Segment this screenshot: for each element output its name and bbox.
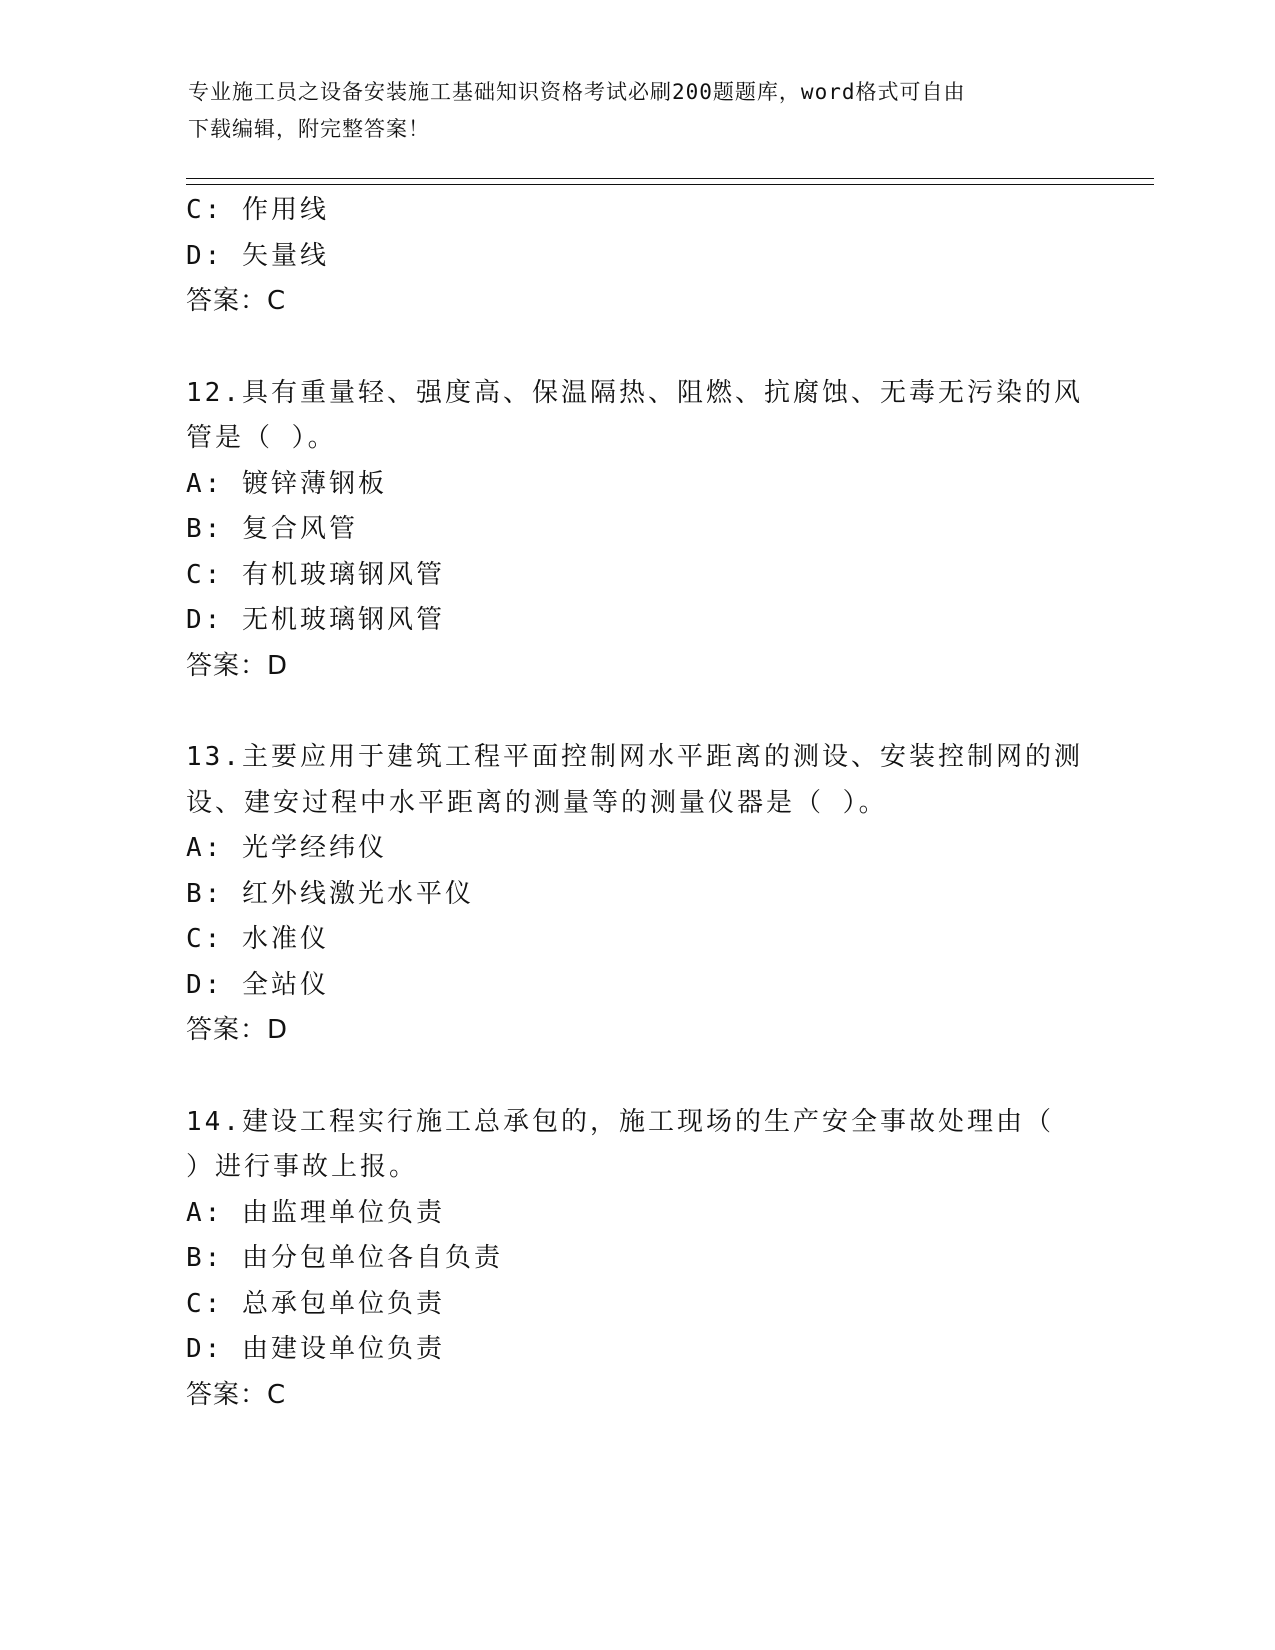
option-d: D: 全站仪: [186, 969, 329, 1000]
option-c: C: 作用线: [186, 195, 329, 225]
option-b: B: 红外线激光水平仪: [186, 878, 474, 909]
question-13: [186, 735, 1086, 1054]
question-stem-line-1: 14.建设工程实行施工总承包的，施工现场的生产安全事故处理由（: [186, 1106, 1054, 1137]
header-line-2: 下载编辑，附完整答案！: [188, 117, 430, 141]
option-c: C: 有机玻璃钢风管: [186, 559, 445, 590]
option-c: C: 水准仪: [186, 924, 329, 954]
question-stem-line-2: ）进行事故上报。: [186, 1152, 419, 1182]
question-spacer: [186, 689, 1086, 735]
question-14: [186, 1100, 1086, 1419]
header-line-1: 专业施工员之设备安装施工基础知识资格考试必刷200题题库，word格式可自由: [188, 80, 966, 104]
question-spacer: [186, 325, 1086, 371]
question-stem-line-1: 13.主要应用于建筑工程平面控制网水平距离的测设、安装控制网的测: [186, 742, 1083, 772]
document-header: [188, 74, 1068, 148]
option-d: D: 无机玻璃钢风管: [186, 605, 445, 635]
header-divider: [186, 178, 1154, 185]
answer-line: 答案：C: [186, 1379, 287, 1410]
option-a: A: 由监理单位负责: [186, 1197, 445, 1228]
answer-line: 答案：D: [186, 1015, 289, 1045]
question-stem-line-2: 设、建安过程中水平距离的测量等的测量仪器是（ ）。: [186, 787, 888, 818]
option-d: D: 矢量线: [186, 240, 329, 271]
option-c: C: 总承包单位负责: [186, 1288, 445, 1319]
option-d: D: 由建设单位负责: [186, 1334, 445, 1364]
question-list: [186, 188, 1086, 1418]
option-b: B: 复合风管: [186, 514, 358, 544]
partial-question-11: [186, 188, 1086, 325]
question-stem-line-2: 管是（ ）。: [186, 423, 337, 453]
option-a: A: 光学经纬仪: [186, 833, 387, 863]
answer-line: 答案：C: [186, 286, 287, 316]
answer-line: 答案：D: [186, 650, 289, 681]
question-12: [186, 371, 1086, 690]
question-spacer: [186, 1054, 1086, 1100]
option-b: B: 由分包单位各自负责: [186, 1243, 503, 1273]
option-a: A: 镀锌薄钢板: [186, 468, 387, 499]
question-stem-line-1: 12.具有重量轻、强度高、保温隔热、阻燃、抗腐蚀、无毒无污染的风: [186, 377, 1083, 408]
